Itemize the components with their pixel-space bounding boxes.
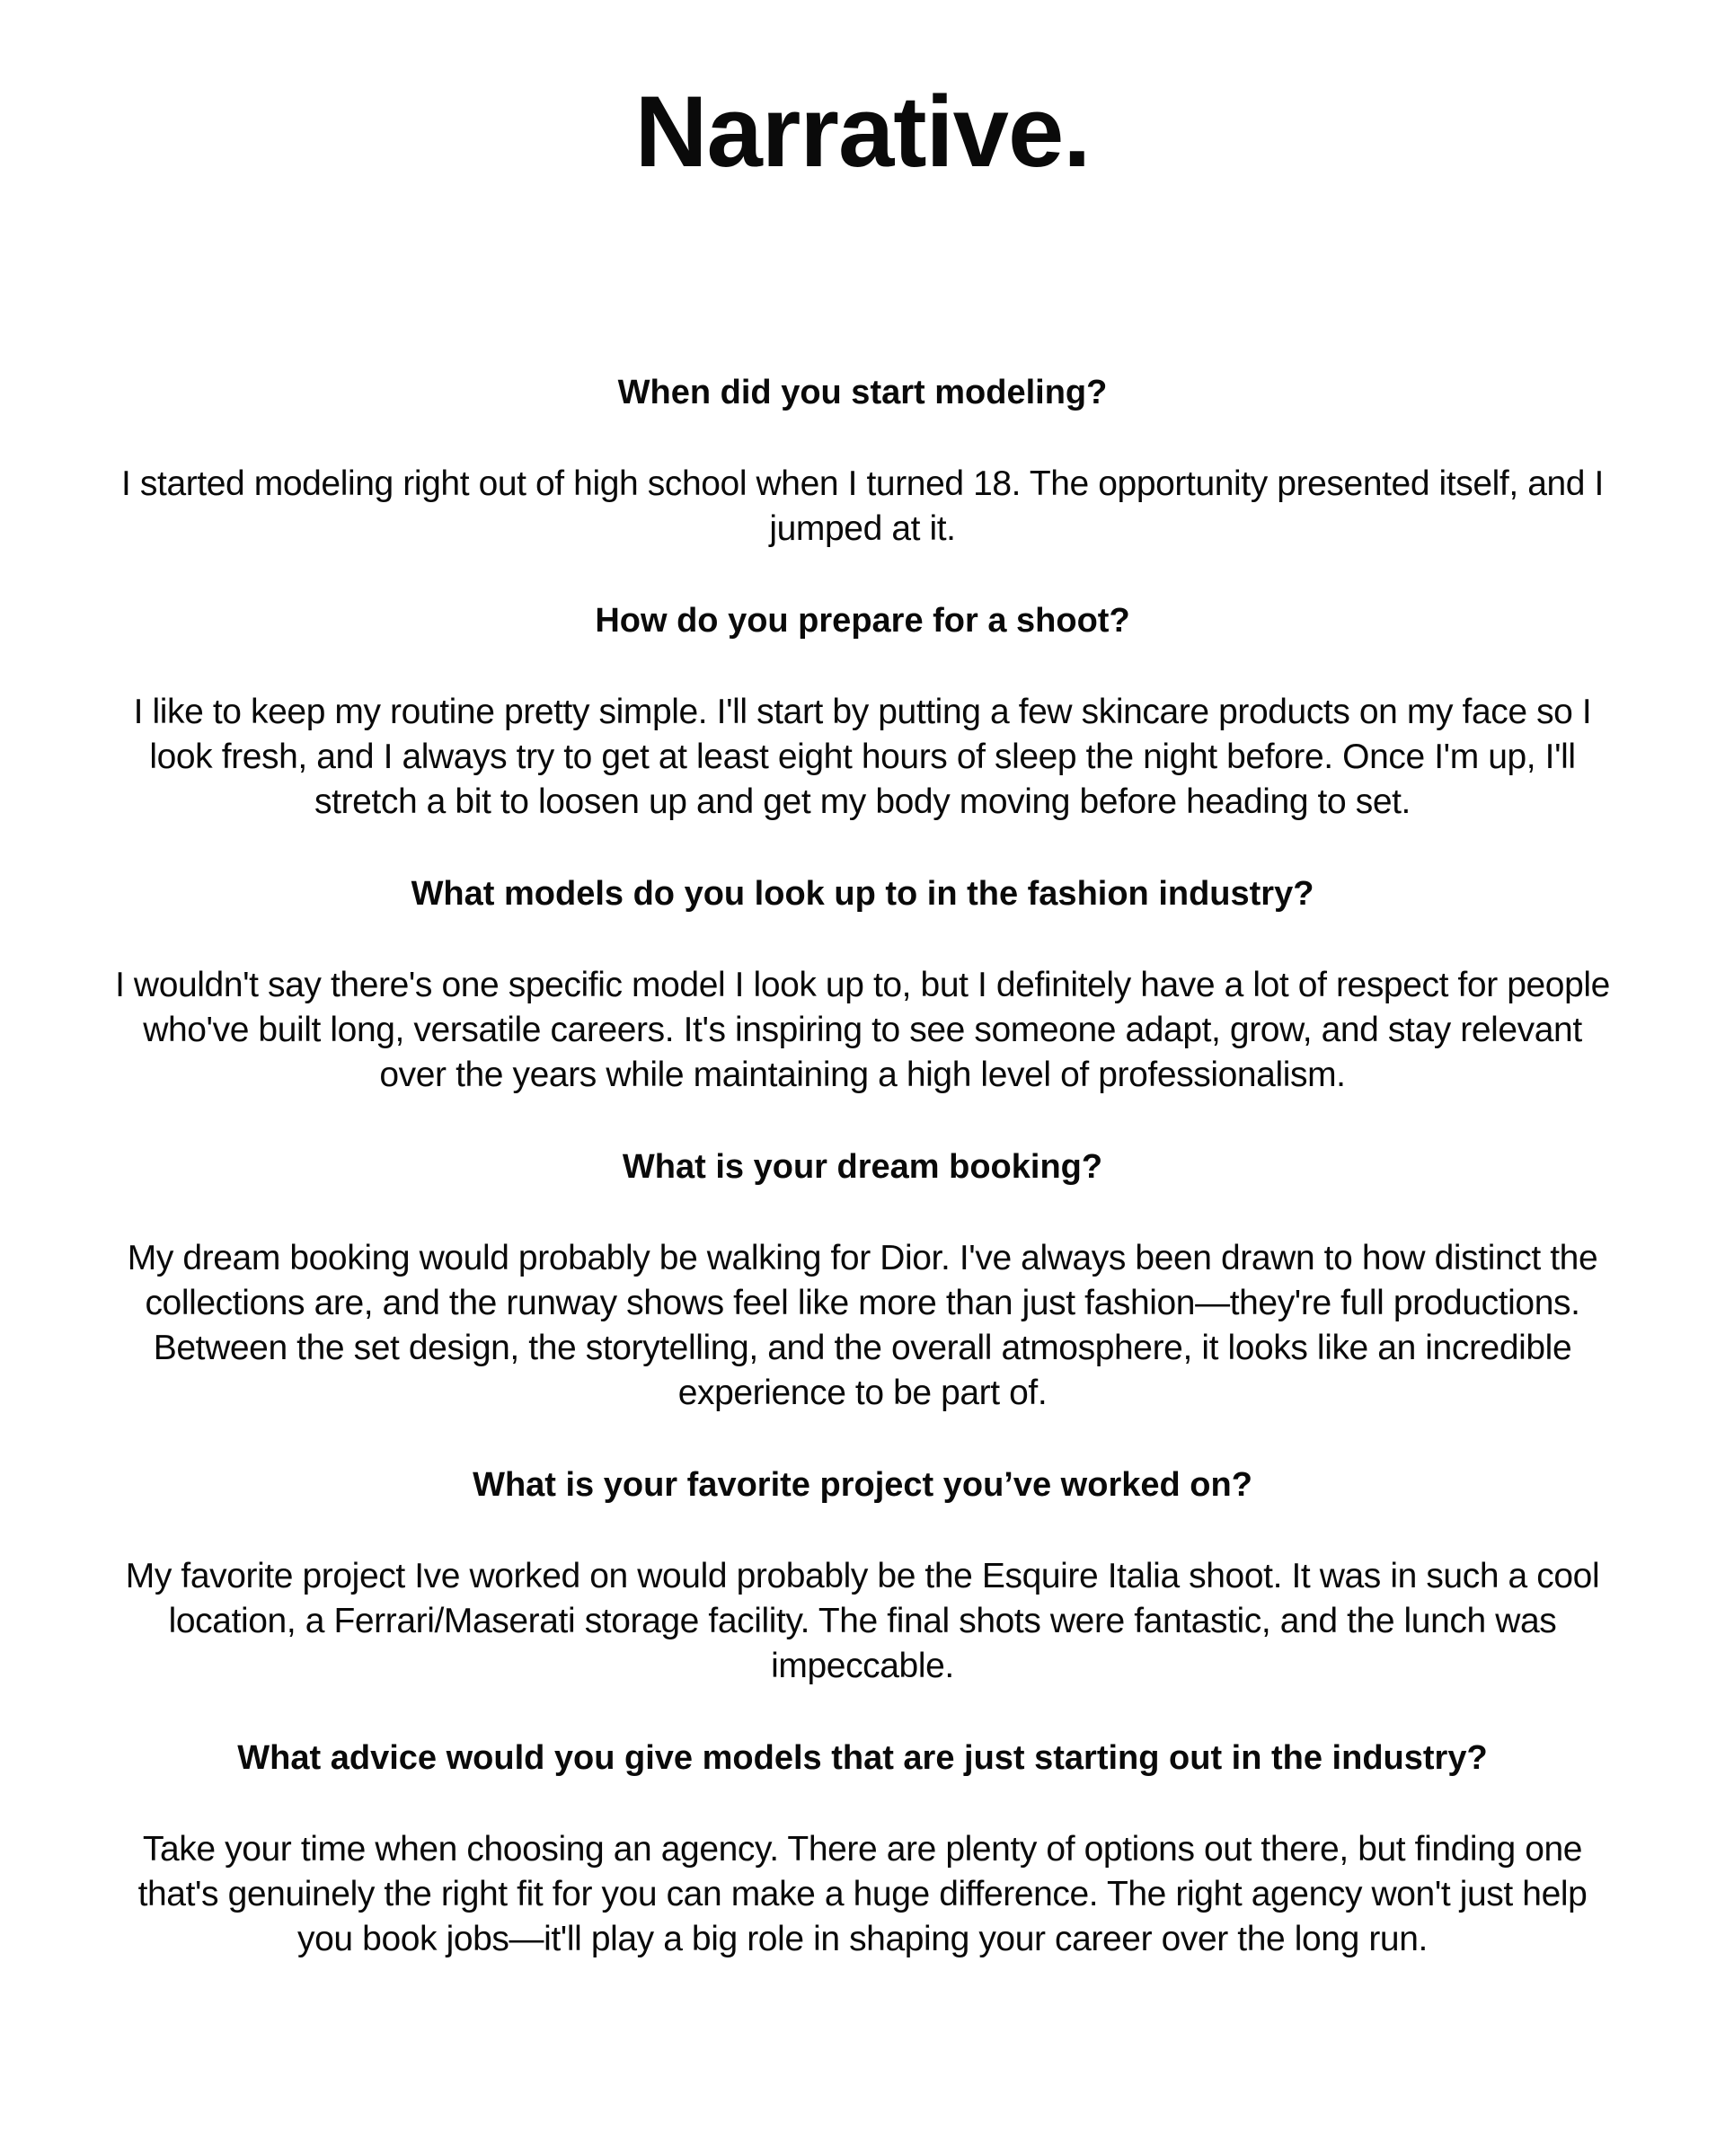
answer: My favorite project Ive worked on would probably be the Esquire Italia shoot. It was in such a cool location, a Ferrari/Maserati storage facility. The final shots were fantastic, and the lunch was impeccable. <box>125 1557 1600 1685</box>
qa-item <box>108 1462 1617 1689</box>
qa-item <box>108 1144 1617 1416</box>
answer: Take your time when choosing an agency. There are plenty of options out there, but finding one that's genuinely the right fit for you can make a huge difference. The right agency won't just help you book jobs—it'll play a big role in shaping your career over the long run. <box>137 1830 1588 1958</box>
question: How do you prepare for a shoot? <box>595 602 1130 640</box>
question: What models do you look up to in the fashion industry? <box>411 875 1314 913</box>
qa-list <box>108 370 1617 1962</box>
qa-item <box>108 370 1617 552</box>
question: When did you start modeling? <box>617 374 1108 411</box>
answer: My dream booking would probably be walking for Dior. I've always been drawn to how distinct the collections are, and the runway shows feel like more than just fashion—they're full productions. Between the set design, the storytelling, and the overall atmosphere, it looks like an incredible experience to be part of. <box>127 1239 1598 1412</box>
qa-item <box>108 598 1617 825</box>
page-title: Narrative. <box>634 75 1091 188</box>
answer: I wouldn't say there's one specific model I look up to, but I definitely have a lot of respect for people who've built long, versatile careers. It's inspiring to see someone adapt, grow, and stay relevant over the years while maintaining a high level of professionalism. <box>115 966 1610 1094</box>
question: What is your favorite project you’ve worked on? <box>473 1466 1252 1504</box>
answer: I like to keep my routine pretty simple. I'll start by putting a few skincare products on my face so I look fresh, and I always try to get at least eight hours of sleep the night before. Once I'm up, I'll stretch a bit to loosen up and get my body moving before heading to set. <box>133 693 1592 821</box>
answer: I started modeling right out of high school when I turned 18. The opportunity presented itself, and I jumped at it. <box>121 464 1604 548</box>
qa-item <box>108 871 1617 1098</box>
qa-item <box>108 1736 1617 1962</box>
question: What advice would you give models that are just starting out in the industry? <box>237 1739 1488 1777</box>
question: What is your dream booking? <box>622 1148 1103 1186</box>
